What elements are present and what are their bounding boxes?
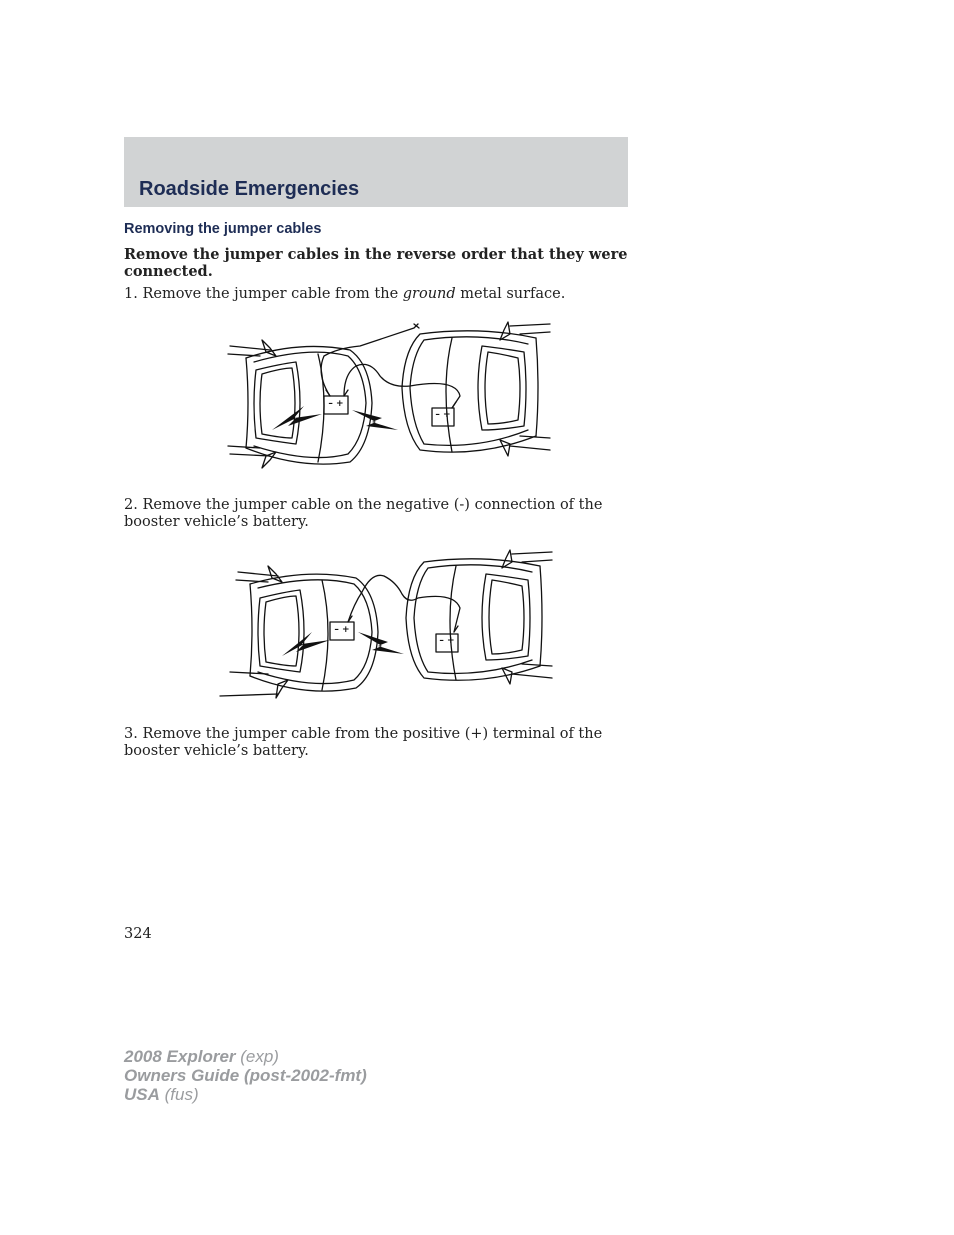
- document-footer: [124, 1047, 367, 1104]
- footer-guide: Owners Guide (post-2002-fmt): [124, 1066, 367, 1085]
- footer-market: USA: [124, 1085, 160, 1104]
- spark-icon: [282, 632, 404, 656]
- left-battery: [330, 622, 354, 640]
- jumper-cables: [348, 575, 460, 632]
- svg-text:– +: – +: [439, 636, 455, 646]
- step-3: 3. Remove the jumper cable from the positive (+) terminal of the booster vehicle’s battery.: [124, 726, 603, 759]
- step-1-emphasis: ground: [402, 286, 456, 302]
- footer-line-3: [124, 1085, 367, 1104]
- svg-text:– +: – +: [435, 410, 451, 420]
- warning-text: Remove the jumper cables in the reverse order that they were connected.: [124, 246, 628, 280]
- footer-model-code: (exp): [235, 1047, 279, 1066]
- page-number: 324: [124, 926, 152, 942]
- footer-model: 2008 Explorer: [124, 1047, 236, 1066]
- right-battery: [432, 408, 454, 426]
- left-battery: [324, 396, 348, 414]
- footer-line-2: [124, 1066, 367, 1085]
- section-heading: Removing the jumper cables: [124, 221, 322, 237]
- step-1-text-pre: 1. Remove the jumper cable from the: [124, 286, 403, 302]
- right-vehicle: [406, 550, 552, 684]
- jumper-cable-illustration-1: [220, 318, 560, 486]
- step-1-text-post: metal surface.: [455, 286, 566, 302]
- footer-market-code: (fus): [159, 1085, 199, 1104]
- left-vehicle: [228, 340, 372, 468]
- right-battery: [436, 634, 458, 652]
- footer-line-1: [124, 1047, 367, 1066]
- page-title: Roadside Emergencies: [139, 178, 360, 200]
- svg-text:– +: – +: [328, 399, 344, 409]
- step-2: 2. Remove the jumper cable on the negative (-) connection of the booster vehicle’s battery.: [124, 497, 603, 530]
- step-1: [124, 286, 629, 303]
- spark-icon: [272, 406, 398, 430]
- section-header-band: [124, 137, 628, 207]
- svg-text:– +: – +: [334, 625, 350, 635]
- jumper-cable-illustration-2: [218, 548, 558, 716]
- right-vehicle: [402, 322, 550, 456]
